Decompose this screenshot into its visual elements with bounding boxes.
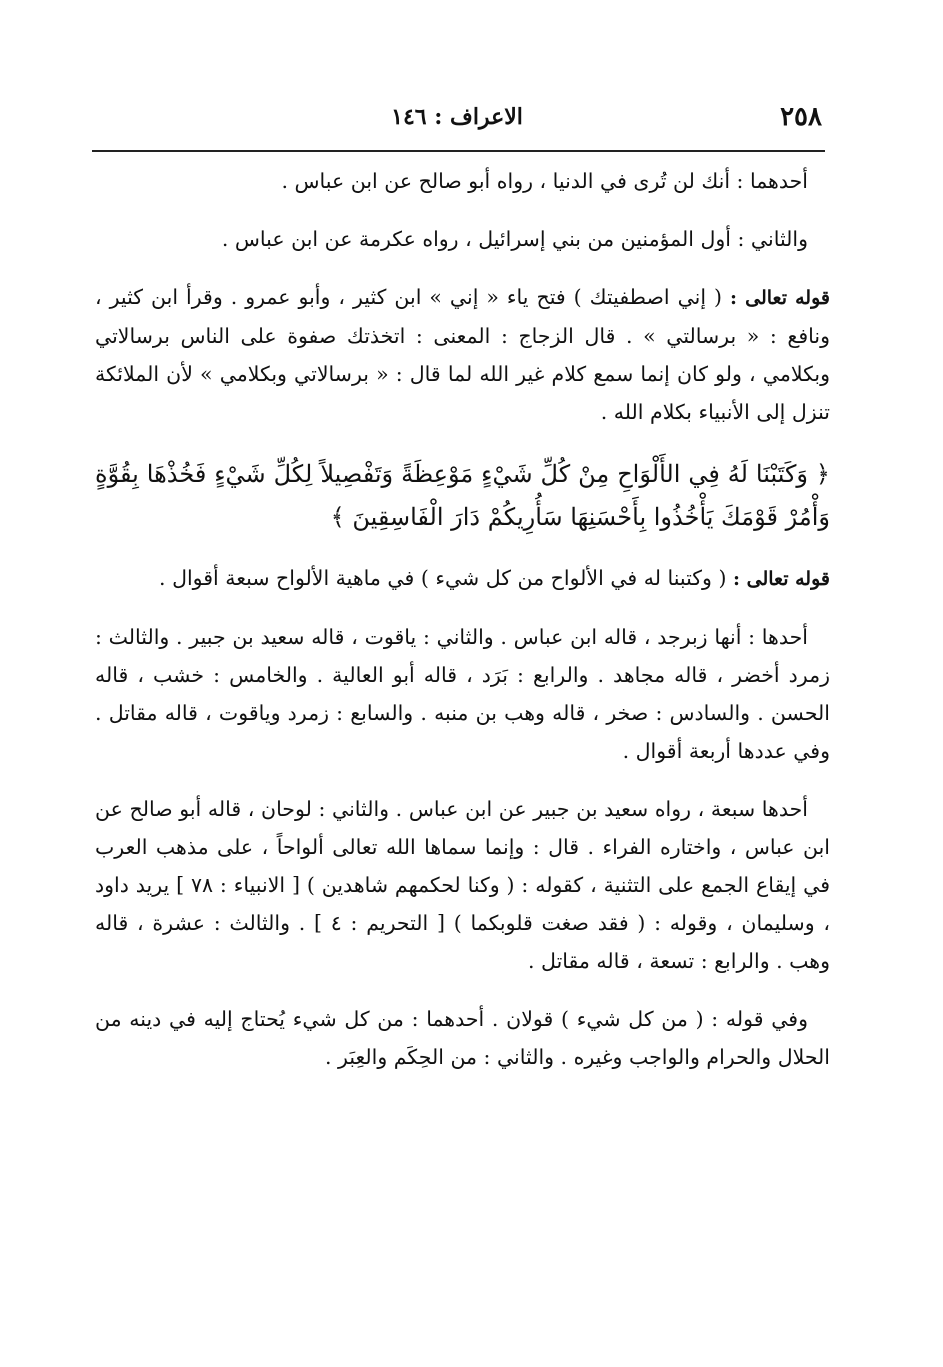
running-title: الاعراف : ١٤٦ xyxy=(391,104,523,130)
page-number: ٢٥٨ xyxy=(780,102,822,132)
page-header xyxy=(92,96,822,146)
paragraph-from-everything: وفي قوله : ( من كل شيء ) قولان . أحدهما : من كل شيء يُحتاج إليه في دينه من الحلال والحرام والواجب وغيره . والثاني : من الحِكَم والعِبَر . xyxy=(95,1007,830,1069)
quran-verse: ﴿ وَكَتَبْنَا لَهُ فِي الأَلْوَاحِ مِنْ كُلِّ شَيْءٍ مَوْعِظَةً وَتَفْصِيلاً لِكُلِّ شَيْءٍ فَخُذْهَا بِقُوَّةٍ وَأْمُرْ قَوْمَكَ يَأْخُذُوا بِأَحْسَنِهَا سَأُرِيكُمْ دَارَ الْفَاسِقِينَ ﴾ xyxy=(95,460,830,531)
commentary-text: ( إني اصطفيتك ) فتح ياء « إني » ابن كثير ، وأبو عمرو . وقرأ ابن كثير ، ونافع : « برسالتي » . قال الزجاج : المعنى : اتخذتك صفوة على الناس برسالاتي وبكلامي ، ولو كان إنما سمع كلام غير الله لما قال : « برسالاتي وبكلامي » لأن الملائكة تنزل إلى الأنبياء بكلام الله . xyxy=(95,285,830,424)
commentary-lead: قوله تعالى : xyxy=(730,287,830,309)
paragraph-tablet-count: أحدها سبعة ، رواه سعيد بن جبير عن ابن عباس . والثاني : لوحان ، قاله أبو صالح عن ابن عباس ، واختاره الفراء . قال : وإنما سماها الله تعالى ألواحاً ، على مذهب العرب في إيقاع الجمع على التثنية ، كقوله : ( وكنا لحكمهم شاهدين ) [ الانبياء : ٧٨ ] يريد داود ، وسليمان ، وقوله : ( فقد صغت قلوبكما ) [ التحريم : ٤ ] . والثالث : عشرة ، قاله وهب . والرابع : تسعة ، قاله مقاتل . xyxy=(95,797,830,973)
paragraph-first-opinion: أحدهما : أنك لن تُرى في الدنيا ، رواه أبو صالح عن ابن عباس . xyxy=(281,169,808,193)
page-body xyxy=(95,162,830,1076)
paragraph-commentary-tablets xyxy=(95,559,830,598)
paragraph-second-opinion: والثاني : أول المؤمنين من بني إسرائيل ، رواه عكرمة عن ابن عباس . xyxy=(221,227,808,251)
paragraph-tablet-materials: أحدها : أنها زبرجد ، قاله ابن عباس . والثاني : ياقوت ، قاله سعيد بن جبير . والثالث : زمرد أخضر ، قاله مجاهد . والرابع : بَرَد ، قاله أبو العالية . والخامس : خشب ، قاله الحسن . والسادس : صخر ، قاله وهب بن منبه . والسابع : زمرد وياقوت ، قاله مقاتل . وفي عددها أربعة أقوال . xyxy=(95,625,830,763)
commentary-text: ( وكتبنا له في الألواح من كل شيء ) في ماهية الألواح سبعة أقوال . xyxy=(159,566,727,590)
header-divider xyxy=(92,150,825,152)
commentary-lead: قوله تعالى : xyxy=(733,568,830,590)
paragraph-commentary-chosen xyxy=(95,278,830,431)
